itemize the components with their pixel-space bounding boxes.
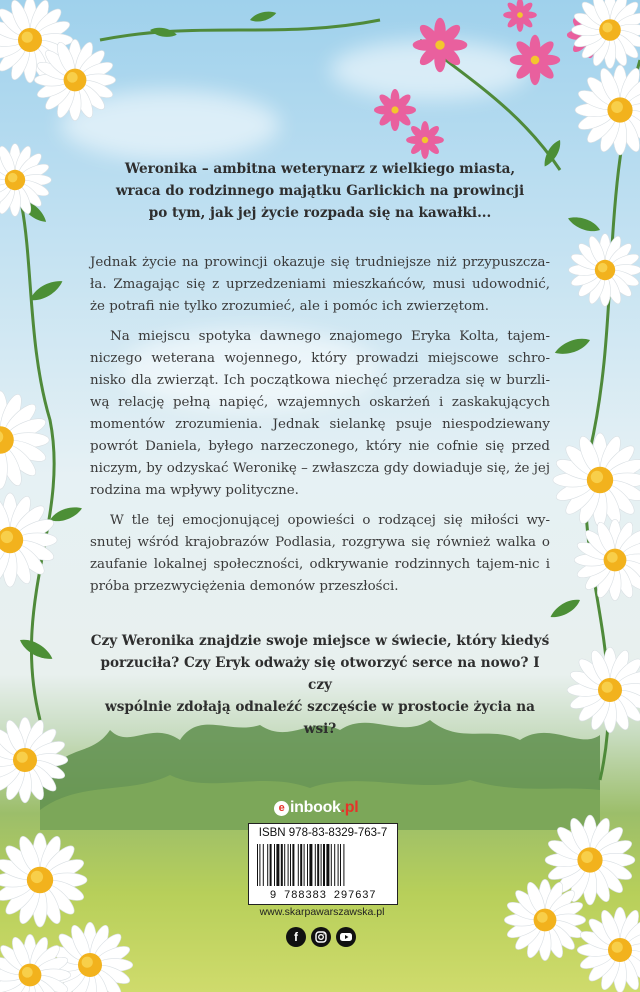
daisy-flower <box>569 234 640 307</box>
daisy-flower <box>571 0 640 69</box>
daisy-flower <box>504 879 585 960</box>
isbn-label: ISBN 978-83-8329-763-7 <box>258 827 388 839</box>
intro-line: po tym, jak jej życie rozpada się na kawałki... <box>148 205 492 221</box>
closing-line: wspólnie zdołają odnaleźć szczęście w prostocie życia na wsi? <box>105 699 535 737</box>
pink-flower <box>510 35 560 85</box>
daisy-flower <box>0 144 51 217</box>
description-paragraph: Jednak życie na prowincji okazuje się trudniejsze niż przypuszcza-ła. Zmagając się z uprzedzeniami mieszkańców, musi udowodnić, że potrafi nie tylko zrozumieć, ale i pomóc ich zwierzętom. <box>90 255 550 314</box>
barcode <box>248 823 398 905</box>
daisy-flower <box>567 647 640 733</box>
publisher-website[interactable]: www.skarpawarszawska.pl <box>259 906 385 918</box>
barcode-bars <box>257 844 389 886</box>
closing-line: Czy Weronika znajdzie swoje miejsce w świecie, który kiedyś <box>90 633 550 649</box>
barcode-digits: 9 788383 297637 <box>269 890 377 902</box>
intro-blurb <box>90 158 550 224</box>
instagram-icon[interactable] <box>311 927 331 947</box>
publisher-logo-brand: inbook <box>290 799 341 816</box>
youtube-icon[interactable] <box>336 927 356 947</box>
daisy-flower <box>0 493 57 587</box>
daisy-flower <box>34 39 115 120</box>
social-links <box>286 927 356 947</box>
closing-questions <box>90 630 550 740</box>
intro-line: Weronika – ambitna weterynarz z wielkiego miasta, <box>124 161 516 177</box>
facebook-icon[interactable]: f <box>286 927 306 947</box>
publisher-logo-suffix: .pl <box>340 799 359 816</box>
daisy-flower <box>0 833 87 927</box>
pink-flower <box>413 18 468 73</box>
description-paragraph: Na miejscu spotyka dawnego znajomego Eryka Kolta, tajem-niczego weterana wojennego, który prowadzi miejscowe schro-nisko dla zwierząt. Ich początkowa niechęć przeradza się w burzli-wą relację pełną napięć, wzajemnych oskarżeń i zaskakujących momentów zrozumienia. Jednak sielankę psuje niespodziewany powrót Daniela, byłego narzeczonego, który nie cofnie się przed niczym, by odzyskać Weronikę – zwłaszcza gdy dowiaduje się, że jej rodzina ma wpływy polityczne. <box>90 329 550 498</box>
daisy-flower <box>577 907 640 992</box>
intro-line: wraca do rodzinnego majątku Garlickich na prowincji <box>115 183 525 199</box>
pink-flower <box>406 121 444 159</box>
daisy-flower <box>0 391 49 489</box>
description <box>90 252 550 606</box>
pink-flower <box>374 89 416 131</box>
daisy-flower <box>0 717 68 803</box>
daisy-flower <box>553 433 640 527</box>
publisher-logo-mark: e <box>274 801 289 816</box>
publisher-logo <box>274 799 358 817</box>
daisy-flower <box>575 65 640 155</box>
daisy-flower <box>574 519 640 600</box>
description-paragraph: W tle tej emocjonującej opowieści o rodzącej się miłości wy-snutej wśród krajobrazów Podlasia, rozgrywa się również walka o zaufanie lokalnej społeczności, odkrywanie rodzinnych tajem-nic i próba przezwyciężenia demonów przeszłości. <box>90 513 550 594</box>
daisy-flower <box>0 934 71 992</box>
closing-line: porzuciła? Czy Eryk odważy się otworzyć serce na nowo? I czy <box>100 655 540 693</box>
pink-flower <box>503 0 537 32</box>
